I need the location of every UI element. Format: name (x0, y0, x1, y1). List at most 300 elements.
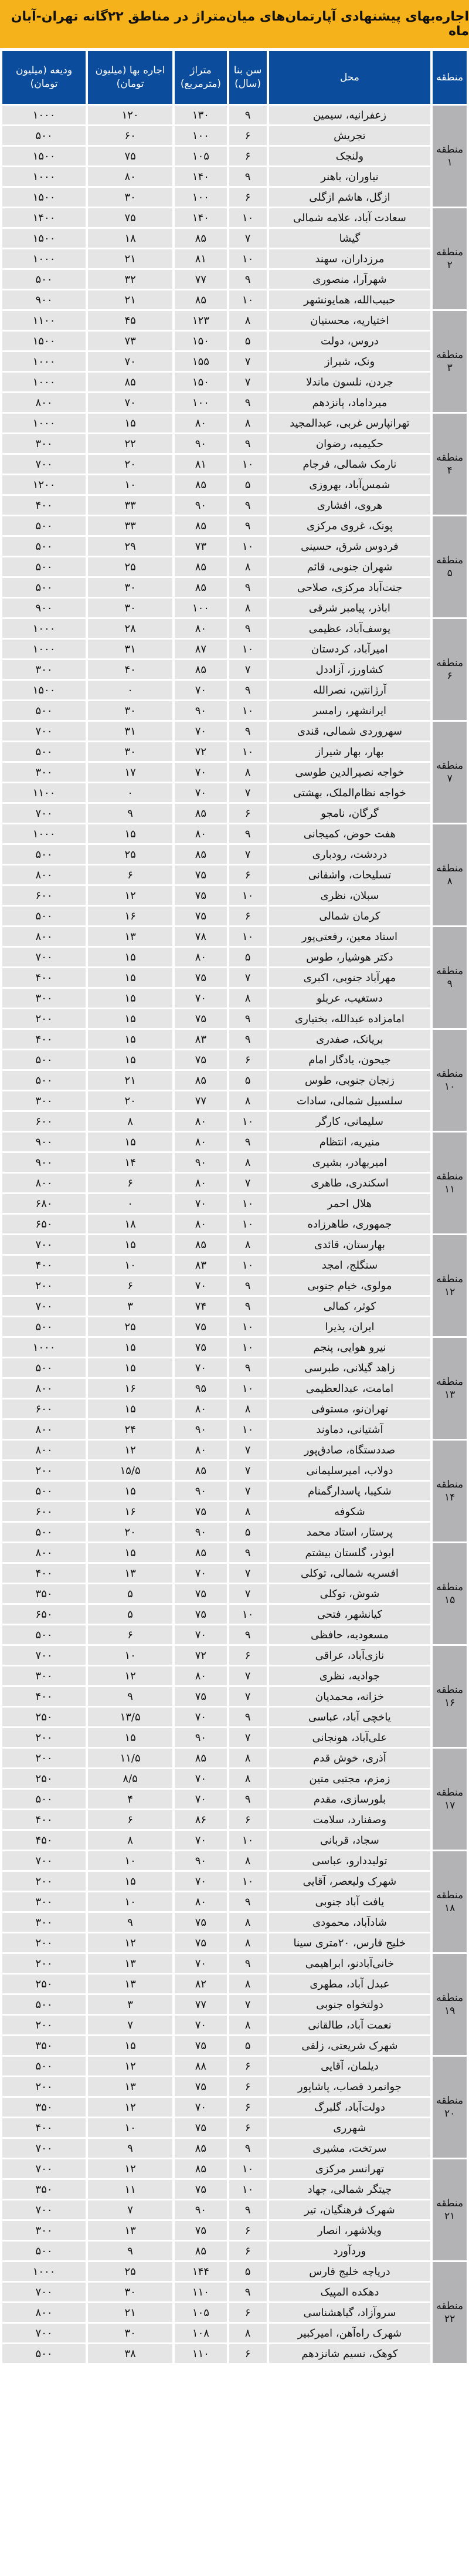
cell-rent: ۱۵ (88, 1133, 172, 1151)
cell-area: ۷۵ (175, 1687, 227, 1706)
cell-deposit: ۴۰۰ (2, 1256, 86, 1275)
cell-age: ۱۰ (229, 640, 267, 658)
cell-rent: ۷۵ (88, 147, 172, 165)
table-row (2, 332, 467, 350)
cell-place: صددستگاه، صادق‌پور (269, 1441, 431, 1459)
cell-deposit: ۸۰۰ (2, 1543, 86, 1562)
cell-deposit: ۱۰۰۰ (2, 619, 86, 638)
header-rent: اجاره بها (میلیون تومان) (88, 51, 172, 104)
cell-area: ۸۱ (175, 249, 227, 268)
cell-age: ۷ (229, 660, 267, 679)
cell-area: ۸۵ (175, 475, 227, 494)
cell-area: ۹۰ (175, 1482, 227, 1500)
cell-deposit: ۵۰۰ (2, 1050, 86, 1069)
cell-deposit: ۱۰۰۰ (2, 352, 86, 371)
cell-deposit: ۶۰۰ (2, 1399, 86, 1418)
cell-deposit: ۴۰۰ (2, 1030, 86, 1049)
cell-rent: ۰ (88, 681, 172, 699)
cell-age: ۱۰ (229, 1831, 267, 1850)
table-row (2, 1708, 467, 1726)
cell-age: ۹ (229, 1009, 267, 1028)
cell-area: ۷۲ (175, 1646, 227, 1665)
cell-rent: ۶ (88, 1276, 172, 1295)
cell-area: ۷۰ (175, 1358, 227, 1377)
cell-rent: ۸/۵ (88, 1769, 172, 1788)
cell-age: ۸ (229, 1913, 267, 1932)
cell-age: ۸ (229, 989, 267, 1008)
cell-age: ۶ (229, 866, 267, 884)
cell-deposit: ۷۰۰ (2, 1297, 86, 1316)
cell-place: کرمان شمالی (269, 907, 431, 925)
cell-area: ۸۶ (175, 1810, 227, 1829)
table-row (2, 1872, 467, 1891)
cell-area: ۷۰ (175, 1790, 227, 1808)
cell-place: دولتخواه جنوبی (269, 1995, 431, 2014)
cell-age: ۵ (229, 1071, 267, 1090)
cell-area: ۸۵ (175, 1543, 227, 1562)
table-row (2, 2180, 467, 2199)
cell-rent: ۱۲ (88, 1666, 172, 1685)
cell-rent: ۱۲ (88, 886, 172, 905)
cell-area: ۸۳ (175, 1256, 227, 1275)
cell-age: ۹ (229, 1297, 267, 1316)
cell-deposit: ۲۰۰ (2, 1954, 86, 1973)
cell-place: تهرانپارس غربی، عبدالمجید (269, 414, 431, 432)
table-row (2, 1543, 467, 1562)
table-row (2, 537, 467, 556)
table-row (2, 1091, 467, 1110)
table-row (2, 1379, 467, 1398)
table-row (2, 845, 467, 864)
header-region: منطقه (433, 51, 467, 104)
cell-rent: ۱۳ (88, 1564, 172, 1583)
cell-rent: ۱۳ (88, 2221, 172, 2240)
cell-place: سروآزاد، گیاهشناسی (269, 2303, 431, 2322)
table-body (2, 106, 467, 2363)
table-row (2, 455, 467, 474)
cell-age: ۱۰ (229, 2180, 267, 2199)
cell-age: ۸ (229, 763, 267, 782)
cell-rent: ۱۵ (88, 1543, 172, 1562)
cell-area: ۸۲ (175, 1975, 227, 1993)
cell-place: زمزم، مجتبی متین (269, 1769, 431, 1788)
region-label: منطقه ۱ (433, 106, 467, 207)
region-label: منطقه ۳ (433, 311, 467, 412)
table-row (2, 1502, 467, 1521)
cell-age: ۱۰ (229, 1112, 267, 1131)
table-row (2, 1399, 467, 1418)
cell-rent: ۳۳ (88, 496, 172, 515)
cell-rent: ۱۳ (88, 1954, 172, 1973)
cell-place: بهار، بهار شیراز (269, 742, 431, 761)
cell-deposit: ۸۰۰ (2, 1420, 86, 1439)
cell-area: ۱۴۰ (175, 208, 227, 227)
cell-place: ونک، شیراز (269, 352, 431, 371)
table-row (2, 1564, 467, 1583)
cell-area: ۱۲۳ (175, 311, 227, 330)
cell-rent: ۳۰ (88, 701, 172, 720)
cell-deposit: ۲۰۰ (2, 1933, 86, 1952)
cell-deposit: ۵۰۰ (2, 1625, 86, 1644)
cell-place: دستغیب، عربلو (269, 989, 431, 1008)
cell-deposit: ۸۰۰ (2, 393, 86, 412)
table-row (2, 1153, 467, 1172)
cell-deposit: ۶۵۰ (2, 1215, 86, 1233)
cell-age: ۱۰ (229, 1605, 267, 1624)
region-label: منطقه ۱۸ (433, 1851, 467, 1952)
cell-place: امامت، عبدالعظیمی (269, 1379, 431, 1398)
cell-deposit: ۷۰۰ (2, 2283, 86, 2301)
cell-place: یوسف‌آباد، عظیمی (269, 619, 431, 638)
cell-deposit: ۷۰۰ (2, 1851, 86, 1870)
cell-age: ۶ (229, 1646, 267, 1665)
table-row (2, 167, 467, 186)
cell-deposit: ۱۵۰۰ (2, 188, 86, 207)
cell-place: شهرآرا، منصوری (269, 270, 431, 289)
cell-rent: ۲۰ (88, 1523, 172, 1541)
cell-age: ۸ (229, 311, 267, 330)
region-label: منطقه ۱۱ (433, 1133, 467, 1233)
cell-rent: ۳۳ (88, 516, 172, 535)
table-row (2, 1975, 467, 1993)
region-label: منطقه ۲۲ (433, 2262, 467, 2363)
cell-area: ۷۵ (175, 2221, 227, 2240)
cell-rent: ۱۷ (88, 763, 172, 782)
cell-area: ۹۰ (175, 1153, 227, 1172)
cell-age: ۵ (229, 332, 267, 350)
cell-age: ۱۰ (229, 1194, 267, 1213)
cell-area: ۷۰ (175, 722, 227, 741)
cell-age: ۹ (229, 722, 267, 741)
cell-area: ۸۰ (175, 824, 227, 843)
cell-place: شوش، توکلی (269, 1584, 431, 1603)
cell-rent: ۱۵ (88, 1358, 172, 1377)
cell-area: ۸۳ (175, 1030, 227, 1049)
cell-area: ۷۵ (175, 1338, 227, 1357)
cell-deposit: ۷۰۰ (2, 2324, 86, 2342)
cell-place: شکوفه (269, 1502, 431, 1521)
table-row (2, 1133, 467, 1151)
cell-place: نعمت آباد، طالقانی (269, 2016, 431, 2034)
cell-deposit: ۹۰۰ (2, 1133, 86, 1151)
cell-rent: ۲۱ (88, 2303, 172, 2322)
cell-age: ۸ (229, 1153, 267, 1172)
table-row (2, 475, 467, 494)
cell-deposit: ۵۰۰ (2, 2242, 86, 2260)
table-row (2, 2283, 467, 2301)
cell-place: کیانشهر، فتحی (269, 1605, 431, 1624)
cell-place: جوادیه، نظری (269, 1666, 431, 1685)
cell-age: ۶ (229, 2221, 267, 2240)
cell-area: ۷۴ (175, 1297, 227, 1316)
cell-age: ۹ (229, 1133, 267, 1151)
cell-place: شادآباد، محمودی (269, 1913, 431, 1932)
cell-deposit: ۲۰۰ (2, 2077, 86, 2096)
cell-age: ۱۰ (229, 701, 267, 720)
table-row (2, 701, 467, 720)
cell-place: آذری، خوش قدم (269, 1749, 431, 1767)
cell-age: ۱۰ (229, 455, 267, 474)
cell-area: ۸۵ (175, 1071, 227, 1090)
cell-rent: ۳۰ (88, 599, 172, 617)
cell-area: ۷۸ (175, 927, 227, 946)
cell-rent: ۳ (88, 1297, 172, 1316)
cell-age: ۸ (229, 599, 267, 617)
cell-area: ۱۴۴ (175, 2262, 227, 2281)
cell-age: ۶ (229, 147, 267, 165)
cell-age: ۵ (229, 2036, 267, 2055)
cell-place: زعفرانیه، سیمین (269, 106, 431, 124)
region-label: منطقه ۲۱ (433, 2159, 467, 2260)
cell-area: ۷۵ (175, 1605, 227, 1624)
cell-rent: ۱۵ (88, 968, 172, 987)
cell-area: ۸۵ (175, 516, 227, 535)
cell-age: ۸ (229, 1749, 267, 1767)
cell-age: ۹ (229, 1358, 267, 1377)
cell-rent: ۲۰ (88, 455, 172, 474)
cell-place: امیرآباد، کردستان (269, 640, 431, 658)
cell-area: ۸۰ (175, 414, 227, 432)
cell-rent: ۱۲ (88, 2159, 172, 2178)
cell-area: ۹۰ (175, 496, 227, 515)
cell-rent: ۴۵ (88, 311, 172, 330)
region-label: منطقه ۱۰ (433, 1030, 467, 1131)
cell-deposit: ۶۵۰ (2, 1605, 86, 1624)
cell-age: ۶ (229, 2057, 267, 2075)
table-row (2, 208, 467, 227)
table-row (2, 599, 467, 617)
cell-deposit: ۵۰۰ (2, 126, 86, 145)
cell-place: جنت‌آباد مرکزی، صلاحی (269, 578, 431, 597)
table-wrapper (0, 49, 469, 2365)
cell-place: جیحون، یادگار امام (269, 1050, 431, 1069)
cell-rent: ۱۰ (88, 2118, 172, 2137)
cell-deposit: ۴۰۰ (2, 968, 86, 987)
cell-area: ۹۰ (175, 1420, 227, 1439)
cell-area: ۸۵ (175, 2159, 227, 2178)
cell-rent: ۱۶ (88, 907, 172, 925)
table-row (2, 763, 467, 782)
cell-rent: ۲۱ (88, 1071, 172, 1090)
cell-age: ۱۰ (229, 1338, 267, 1357)
cell-age: ۷ (229, 1441, 267, 1459)
cell-rent: ۶ (88, 866, 172, 884)
cell-area: ۱۰۰ (175, 126, 227, 145)
cell-place: اختیاریه، محسنیان (269, 311, 431, 330)
cell-area: ۷۵ (175, 886, 227, 905)
cell-age: ۷ (229, 1584, 267, 1603)
cell-rent: ۳۰ (88, 578, 172, 597)
table-row (2, 1112, 467, 1131)
cell-rent: ۱۰ (88, 475, 172, 494)
cell-place: حبیب‌الله، همایونشهر (269, 290, 431, 309)
cell-place: ولنجک (269, 147, 431, 165)
cell-rent: ۷۳ (88, 332, 172, 350)
cell-deposit: ۱۰۰۰ (2, 106, 86, 124)
cell-age: ۷ (229, 783, 267, 802)
cell-place: سبلان، نظری (269, 886, 431, 905)
cell-age: ۸ (229, 1851, 267, 1870)
cell-place: دهکده المپیک (269, 2283, 431, 2301)
cell-place: خزانه، محمدیان (269, 1687, 431, 1706)
cell-place: اباذر، پیامبر شرقی (269, 599, 431, 617)
cell-rent: ۱۳ (88, 2077, 172, 2096)
cell-age: ۷ (229, 1728, 267, 1747)
table-row (2, 2098, 467, 2117)
cell-age: ۵ (229, 1523, 267, 1541)
cell-age: ۸ (229, 1933, 267, 1952)
cell-deposit: ۵۰۰ (2, 1317, 86, 1336)
cell-place: سهروردی شمالی، قندی (269, 722, 431, 741)
cell-area: ۱۳۰ (175, 106, 227, 124)
table-row (2, 1256, 467, 1275)
cell-area: ۸۸ (175, 2057, 227, 2075)
cell-deposit: ۵۰۰ (2, 845, 86, 864)
cell-age: ۹ (229, 2200, 267, 2219)
cell-area: ۸۰ (175, 1399, 227, 1418)
table-row (2, 1071, 467, 1090)
table-row (2, 1933, 467, 1952)
cell-area: ۹۰ (175, 701, 227, 720)
cell-age: ۸ (229, 1235, 267, 1254)
table-row (2, 2344, 467, 2363)
cell-place: بلورسازی، مقدم (269, 1790, 431, 1808)
cell-rent: ۳۰ (88, 742, 172, 761)
cell-rent: ۳۰ (88, 2283, 172, 2301)
cell-rent: ۱۵ (88, 1338, 172, 1357)
table-row (2, 2057, 467, 2075)
cell-age: ۷ (229, 373, 267, 391)
cell-age: ۱۰ (229, 1872, 267, 1891)
cell-area: ۷۷ (175, 1091, 227, 1110)
cell-age: ۱۰ (229, 1379, 267, 1398)
cell-area: ۹۰ (175, 434, 227, 453)
cell-deposit: ۱۰۰۰ (2, 640, 86, 658)
cell-age: ۹ (229, 167, 267, 186)
cell-area: ۸۵ (175, 229, 227, 248)
cell-deposit: ۱۵۰۰ (2, 147, 86, 165)
cell-area: ۹۵ (175, 1379, 227, 1398)
cell-area: ۹۰ (175, 1523, 227, 1541)
cell-rent: ۲۱ (88, 249, 172, 268)
cell-age: ۷ (229, 1687, 267, 1706)
table-row (2, 373, 467, 391)
cell-age: ۸ (229, 1769, 267, 1788)
table-row (2, 249, 467, 268)
table-header (2, 51, 467, 104)
cell-place: مهرآباد جنوبی، اکبری (269, 968, 431, 987)
cell-place: ازگل، هاشم ازگلی (269, 188, 431, 207)
cell-area: ۷۰ (175, 1769, 227, 1788)
cell-rent: ۲۹ (88, 537, 172, 556)
cell-age: ۹ (229, 2283, 267, 2301)
cell-age: ۹ (229, 1954, 267, 1973)
cell-place: جردن، نلسون ماندلا (269, 373, 431, 391)
cell-deposit: ۹۰۰ (2, 599, 86, 617)
cell-deposit: ۴۰۰ (2, 2118, 86, 2137)
cell-place: ویلاشهر، انصار (269, 2221, 431, 2240)
cell-place: فردوس شرق، حسینی (269, 537, 431, 556)
cell-age: ۸ (229, 557, 267, 576)
cell-area: ۸۵ (175, 1461, 227, 1480)
cell-rent: ۷ (88, 2200, 172, 2219)
cell-rent: ۱۵ (88, 1872, 172, 1891)
cell-place: خواجه نصیرالدین طوسی (269, 763, 431, 782)
cell-area: ۱۰۰ (175, 599, 227, 617)
cell-place: کوثر، کمالی (269, 1297, 431, 1316)
cell-deposit: ۶۰۰ (2, 886, 86, 905)
table-row (2, 2303, 467, 2322)
cell-rent: ۵ (88, 1584, 172, 1603)
cell-rent: ۱۵ (88, 1728, 172, 1747)
cell-age: ۸ (229, 2016, 267, 2034)
cell-age: ۹ (229, 496, 267, 515)
cell-deposit: ۷۰۰ (2, 804, 86, 823)
region-label: منطقه ۹ (433, 927, 467, 1028)
cell-rent: ۳۸ (88, 2344, 172, 2363)
cell-rent: ۱۰ (88, 1256, 172, 1275)
cell-place: تسلیحات، واشقانی (269, 866, 431, 884)
cell-deposit: ۱۰۰۰ (2, 373, 86, 391)
table-row (2, 1215, 467, 1233)
table-row (2, 290, 467, 309)
table-row (2, 1687, 467, 1706)
cell-age: ۶ (229, 804, 267, 823)
cell-deposit: ۱۵۰۰ (2, 681, 86, 699)
cell-deposit: ۵۰۰ (2, 1995, 86, 2014)
cell-area: ۷۷ (175, 1995, 227, 2014)
cell-area: ۸۵ (175, 557, 227, 576)
cell-area: ۸۰ (175, 1666, 227, 1685)
cell-area: ۷۰ (175, 1564, 227, 1583)
cell-deposit: ۳۰۰ (2, 2221, 86, 2240)
cell-age: ۷ (229, 1174, 267, 1192)
table-row (2, 106, 467, 124)
cell-place: دولاب، امیرسلیمانی (269, 1461, 431, 1480)
cell-rent: ۸ (88, 1831, 172, 1850)
cell-age: ۷ (229, 1995, 267, 2014)
cell-rent: ۱۳/۵ (88, 1708, 172, 1726)
cell-area: ۷۵ (175, 1584, 227, 1603)
cell-deposit: ۱۱۰۰ (2, 783, 86, 802)
cell-area: ۱۱۰ (175, 2344, 227, 2363)
table-row (2, 2139, 467, 2158)
cell-place: شهرک شریعتی، زلفی (269, 2036, 431, 2055)
region-label: منطقه ۱۵ (433, 1543, 467, 1644)
cell-deposit: ۵۰۰ (2, 557, 86, 576)
cell-deposit: ۳۰۰ (2, 1892, 86, 1911)
cell-deposit: ۶۰۰ (2, 1112, 86, 1131)
cell-rent: ۱۵ (88, 1482, 172, 1500)
cell-place: هفت حوض، کمیجانی (269, 824, 431, 843)
cell-rent: ۹ (88, 1913, 172, 1932)
cell-rent: ۱۵ (88, 1399, 172, 1418)
cell-place: افسریه شمالی، توکلی (269, 1564, 431, 1583)
table-row (2, 1749, 467, 1767)
cell-place: بریانک، صفدری (269, 1030, 431, 1049)
header-place: محل (269, 51, 431, 104)
table-row (2, 516, 467, 535)
cell-place: گیشا (269, 229, 431, 248)
cell-age: ۹ (229, 681, 267, 699)
table-row (2, 1030, 467, 1049)
cell-deposit: ۸۰۰ (2, 927, 86, 946)
table-row (2, 640, 467, 658)
rent-table (0, 49, 469, 2365)
cell-area: ۷۵ (175, 2036, 227, 2055)
cell-place: سلسبیل شمالی، سادات (269, 1091, 431, 1110)
cell-deposit: ۲۵۰ (2, 1708, 86, 1726)
